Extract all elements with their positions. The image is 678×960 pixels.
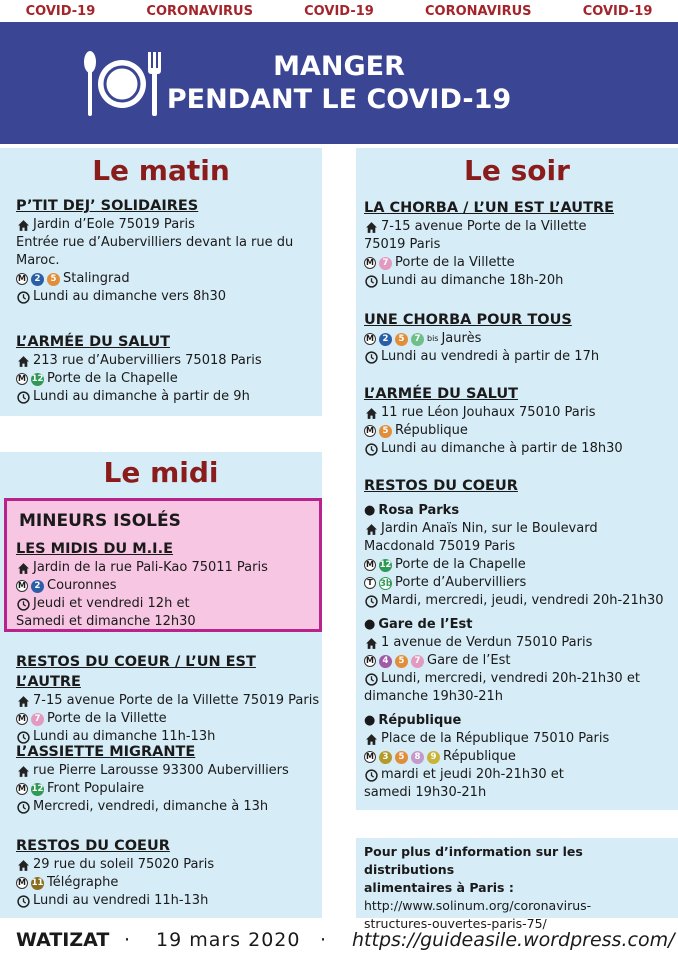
entry-name: UNE CHORBA POUR TOUS [364,312,572,328]
clock-icon [16,894,30,908]
metro-line-badge: 2 [31,580,44,593]
home-icon [364,406,378,420]
footer [0,920,678,960]
entry-station: Couronnes [47,578,117,593]
info-text: Pour plus d’information sur les distributions [364,844,583,877]
entry-note: Entrée rue d’Aubervilliers devant la rue du [16,235,294,250]
metro-line-badge: 12 [31,373,44,384]
mineurs-box [4,498,322,632]
home-icon [16,561,30,575]
entry-hours: Mercredi, vendredi, dimanche à 13h [33,799,269,814]
info-text: alimentaires à Paris : [364,880,514,895]
home-icon [16,354,30,368]
entry-hours: Lundi au vendredi 11h-13h [33,893,209,908]
entry-hours: Lundi au dimanche à partir de 9h [33,389,250,404]
entry-address: 1 avenue de Verdun 75010 Paris [381,635,593,650]
midi-title: Le midi [103,456,219,489]
entry-hours: Lundi au dimanche vers 8h30 [33,289,227,304]
soir-entry-3 [364,384,674,458]
metro-icon: M [364,559,376,571]
sub-title: République [378,713,462,728]
metro-icon: M [364,333,376,345]
metro-line-badge: 7 [31,713,44,726]
page-title: MANGER PENDANT LE COVID-19 [166,51,512,115]
entry-station: Porte d’Aubervilliers [395,575,527,590]
mineurs-entry [16,539,316,631]
entry-hours: Samedi et dimanche 12h30 [16,614,196,629]
entry-station: Porte de la Chapelle [395,557,526,572]
bullet: ● [364,503,376,518]
entry-hours: Lundi au dimanche à partir de 18h30 [381,441,623,456]
banner-word: COVID-19 [582,3,653,19]
soir-entry-2 [364,310,674,366]
entry-hours: Jeudi et vendredi 12h et [33,596,190,611]
metro-line-badge: 5 [395,655,408,668]
clock-icon [16,597,30,611]
home-icon [364,636,378,650]
entry-station: République [443,749,516,764]
entry-name: RESTOS DU COEUR / L’UN EST L’AUTRE [16,654,256,690]
info-link[interactable]: structures-ouvertes-paris-75/ [364,916,547,931]
metro-line-badge: 7 [411,333,424,346]
clock-icon [364,350,378,364]
metro-line-badge: 12 [379,559,392,570]
entry-name: RESTOS DU COEUR [16,838,170,854]
entry-address: 7-15 avenue Porte de la Villette [381,219,587,234]
clock-icon [16,800,30,814]
header-banner [0,22,678,144]
footer-date: 19 mars 2020 [156,929,301,951]
entry-address: 213 rue d’Aubervilliers 75018 Paris [33,353,262,368]
entry-address: 11 rue Léon Jouhaux 75010 Paris [381,405,596,420]
matin-entry-1 [16,196,316,306]
entry-name: LA CHORBA / L’UN EST L’AUTRE [364,200,615,216]
home-icon [16,694,30,708]
entry-hours: Lundi au dimanche 18h-20h [381,273,564,288]
footer-brand: WATIZAT [16,929,110,951]
entry-station: Porte de la Villette [47,711,167,726]
metro-line-badge: 5 [395,333,408,346]
sub-title: Gare de l’Est [378,617,473,632]
banner-word: COVID-19 [304,3,374,19]
entry-hours: Lundi, mercredi, vendredi 20h-21h30 et [381,671,640,686]
metro-icon: M [364,425,376,437]
top-banner-strip [0,0,678,22]
metro-line-badge: 5 [379,425,392,438]
entry-address: Jardin Anaïs Nin, sur le Boulevard [381,521,598,536]
home-icon [16,218,30,232]
entry-station: Front Populaire [47,781,145,796]
banner-word: CORONAVIRUS [146,3,253,19]
entry-address: Place de la République 75010 Paris [381,731,610,746]
metro-icon: M [16,373,28,385]
soir-entry-1 [364,198,674,290]
info-link[interactable]: http://www.solinum.org/coronavirus- [364,898,592,913]
home-icon [16,858,30,872]
soir-title: Le soir [464,154,570,187]
entry-station: Stalingrad [63,271,130,286]
metro-line-badge: 3 [379,751,392,764]
home-icon [364,732,378,746]
banner-word: CORONAVIRUS [424,3,532,19]
entry-name: L’ASSIETTE MIGRANTE [16,744,196,760]
metro-line-badge: 7 [411,655,424,668]
entry-station: Gare de l’Est [427,653,511,668]
entry-address: rue Pierre Larousse 93300 Aubervilliers [33,763,289,778]
sub-title: Rosa Parks [378,503,460,518]
metro-line-badge: 8 [411,751,424,764]
entry-name: L’ARMÉE DU SALUT [364,386,518,402]
clock-icon [16,390,30,404]
tram-icon: T [364,577,376,589]
banner-word: COVID-19 [25,3,96,19]
matin-title: Le matin [92,154,230,187]
metro-icon: M [16,273,28,285]
midi-entry-1 [16,652,322,746]
entry-address: Macdonald 75019 Paris [364,539,516,554]
bullet: ● [364,713,376,728]
footer-url[interactable]: https://guideasile.wordpress.com/ [352,929,675,951]
metro-line-badge: 2 [31,273,44,286]
clock-icon [16,290,30,304]
clock-icon [364,594,378,608]
entry-address: 29 rue du soleil 75020 Paris [33,857,215,872]
metro-line-badge: 9 [427,751,440,764]
entry-station: Porte de la Chapelle [47,371,178,386]
soir-entry-4 [364,476,676,802]
entry-station: Porte de la Villette [395,255,515,270]
midi-entry-2 [16,742,316,816]
metro-icon: M [16,877,28,889]
metro-line-badge: 7 [379,257,392,270]
entry-address: 7-15 avenue Porte de la Villette 75019 Paris [33,693,320,708]
clock-icon [364,274,378,288]
metro-bis-label: bis [427,334,439,343]
plate-utensils-icon [80,48,164,118]
metro-line-badge: 11 [31,877,44,888]
entry-hours: samedi 19h30-21h [364,785,487,800]
metro-line-badge: 5 [47,273,60,286]
info-box [356,838,678,931]
entry-hours: Lundi au vendredi à partir de 17h [381,349,600,364]
entry-hours: mardi et jeudi 20h-21h30 et [381,767,564,782]
footer-separator: · [124,929,131,951]
metro-icon: M [364,655,376,667]
metro-icon: M [364,257,376,269]
metro-line-badge: 4 [379,655,392,668]
tram-line-badge: 3b [380,578,392,589]
metro-icon: M [16,783,28,795]
entry-name: P’TIT DEJ’ SOLIDAIRES [16,198,199,214]
entry-address: 75019 Paris [364,237,441,252]
entry-address: Jardin d’Eole 75019 Paris [33,217,195,232]
home-icon [16,764,30,778]
home-icon [364,220,378,234]
entry-name: RESTOS DU COEUR [364,478,518,494]
bullet: ● [364,617,376,632]
midi-entry-3 [16,836,316,910]
entry-hours: Mardi, mercredi, jeudi, vendredi 20h-21h30 [381,593,664,608]
entry-hours: Lundi au dimanche 11h-13h [33,729,216,744]
entry-station: Télégraphe [47,875,119,890]
home-icon [364,522,378,536]
metro-line-badge: 5 [395,751,408,764]
clock-icon [364,672,378,686]
metro-line-badge: 12 [31,783,44,794]
metro-icon: M [16,580,28,592]
clock-icon [364,768,378,782]
metro-icon: M [364,751,376,763]
clock-icon [364,442,378,456]
footer-separator: · [320,929,327,951]
mineurs-label: MINEURS ISOLÉS [19,511,181,531]
entry-hours: dimanche 19h30-21h [364,689,504,704]
matin-entry-2 [16,332,316,406]
entry-address: Jardin de la rue Pali-Kao 75011 Paris [33,560,268,575]
metro-icon: M [16,713,28,725]
metro-line-badge: 2 [379,333,392,346]
entry-station: Jaurès [441,331,482,346]
entry-station: République [395,423,468,438]
entry-note: Maroc. [16,253,60,268]
entry-name: LES MIDIS DU M.I.E [16,541,173,557]
entry-name: L’ARMÉE DU SALUT [16,334,170,350]
